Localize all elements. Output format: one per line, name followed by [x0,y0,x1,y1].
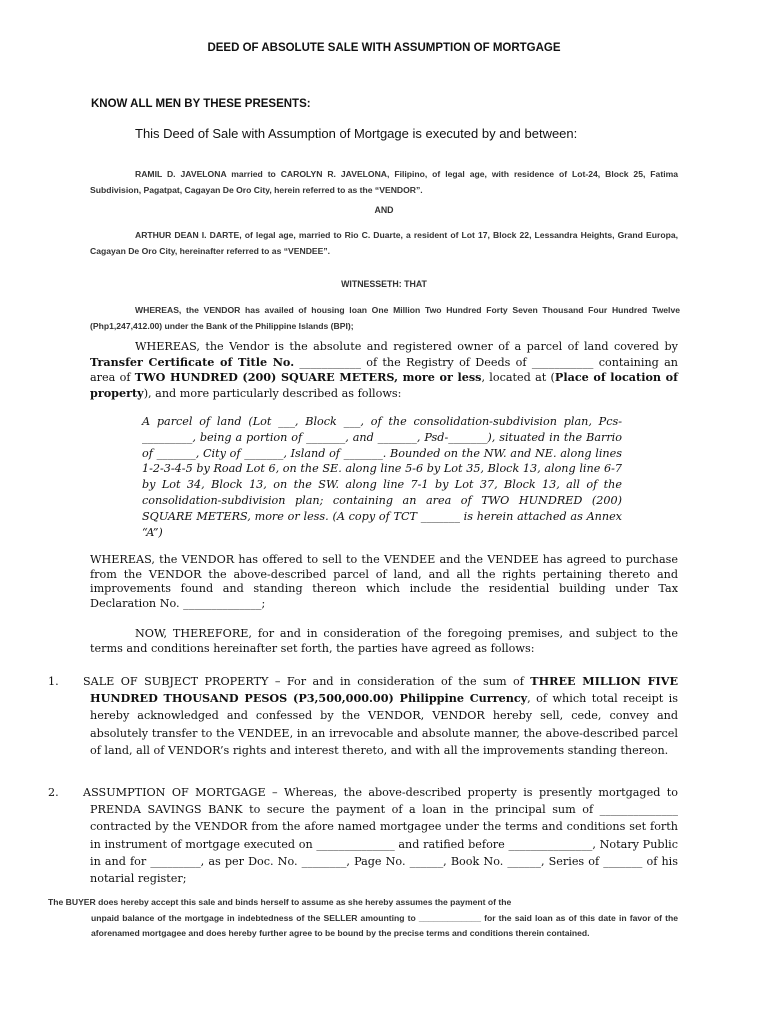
intro-line: This Deed of Sale with Assumption of Mortgage is executed by and between: [135,126,578,141]
whereas-offer-clause: WHEREAS, the VENDOR has offered to sell to the VENDEE and the VENDEE has agreed to purchase from the VENDOR the above-described parcel of land, and all the rights pertaining thereto and improvements found and standing thereon which include the residential building under Tax Declaration No. ______________; [90,553,678,610]
witnesseth-heading: WITNESSETH: THAT [341,279,427,289]
item-assumption-of-mortgage: ASSUMPTION OF MORTGAGE – Whereas, the above-described property is presently mortgaged to PRENDA SAVINGS BANK to secure the payment of a loan in the principal sum of ______________ contracted by the VENDOR from the afore named mortgagee under the terms and conditions set forth in instrument of mortgage executed on ______________ and ratified before _______________, Notary Public in and for _________, as per Doc. No. ________, Page No. ______, Book No. ______, Series of _______ of his notarial register; [83,786,678,886]
item-number-1: 1. [48,675,59,688]
whereas-loan-clause: WHEREAS, the VENDOR has availed of housing loan One Million Two Hundred Forty Seven Thousand Four Hundred Twelve (Php1,247,412.00) under the Bank of the Philippine Islands (BPI); [90,305,680,331]
buyer-acceptance-clause: The BUYER does hereby accept this sale and binds herself to assume as she hereby assumes the payment of the unpaid balance of the mortgage in indebtedness of the SELLER amounting to _____________ for the said loan as of this date in favor of the aforenamed mortgagee and does hereby further agree to be bound by the precise terms and conditions therein contained. [48,897,678,938]
vendee-party: ARTHUR DEAN I. DARTE, of legal age, married to Rio C. Duarte, a resident of Lot 17, Block 22, Lessandra Heights, Grand Europa, Cagayan De Oro City, hereinafter referred to as “VENDEE”. [90,230,678,256]
whereas-owner-clause: WHEREAS, the Vendor is the absolute and registered owner of a parcel of land covered by Transfer Certificate of Title No. ___________ of the Registry of Deeds of ___________ containing an area of TWO HUNDRED (200) SQUARE METERS, more or less, located at (Place of location of property), and more particularly described as follows: [90,340,678,400]
know-all-heading: KNOW ALL MEN BY THESE PRESENTS: [91,98,311,110]
item-number-2: 2. [48,786,59,799]
vendor-party: RAMIL D. JAVELONA married to CAROLYN R. JAVELONA, Filipino, of legal age, with residence of Lot-24, Block 25, Fatima Subdivision, Pagatpat, Cagayan De Oro City, herein referred to as the “VENDOR”. [90,169,678,195]
now-therefore-clause: NOW, THEREFORE, for and in consideration of the foregoing premises, and subject to the terms and conditions hereinafter set forth, the parties have agreed as follows: [90,627,678,655]
parcel-description: A parcel of land (Lot ___, Block ___, of the consolidation-subdivision plan, Pcs-_________, being a portion of _______, and _______, Psd-_______), situated in the Barrio of _______, City of _______, Island of _______. Bounded on the NW. and NE. along lines 1-2-3-4-5 by Road Lot 6, on the SE. along line 5-6 by Lot 35, Block 13, along line 6-7 by Lot 34, Block 13, on the SW. along line 7-1 by Lot 37, Block 13, all of the consolidation-subdivision plan; containing an area of TWO HUNDRED (200) SQUARE METERS, more or less. (A copy of TCT _______ is herein attached as Annex “A”) [142,415,622,539]
item-sale-of-property: SALE OF SUBJECT PROPERTY – For and in consideration of the sum of THREE MILLION FIVE HUNDRED THOUSAND PESOS (P3,500,000.00) Philippine Currency, of which total receipt is hereby acknowledged and confessed by the VENDOR, VENDOR hereby sell, cede, convey and absolutely transfer to the VENDEE, in an irrevocable and absolute manner, the above-described parcel of land, all of VENDOR’s rights and interest thereto, and with all the improvements standing thereon. [83,674,678,757]
and-separator: AND [374,205,394,215]
document-title: DEED OF ABSOLUTE SALE WITH ASSUMPTION OF MORTGAGE [207,42,561,54]
